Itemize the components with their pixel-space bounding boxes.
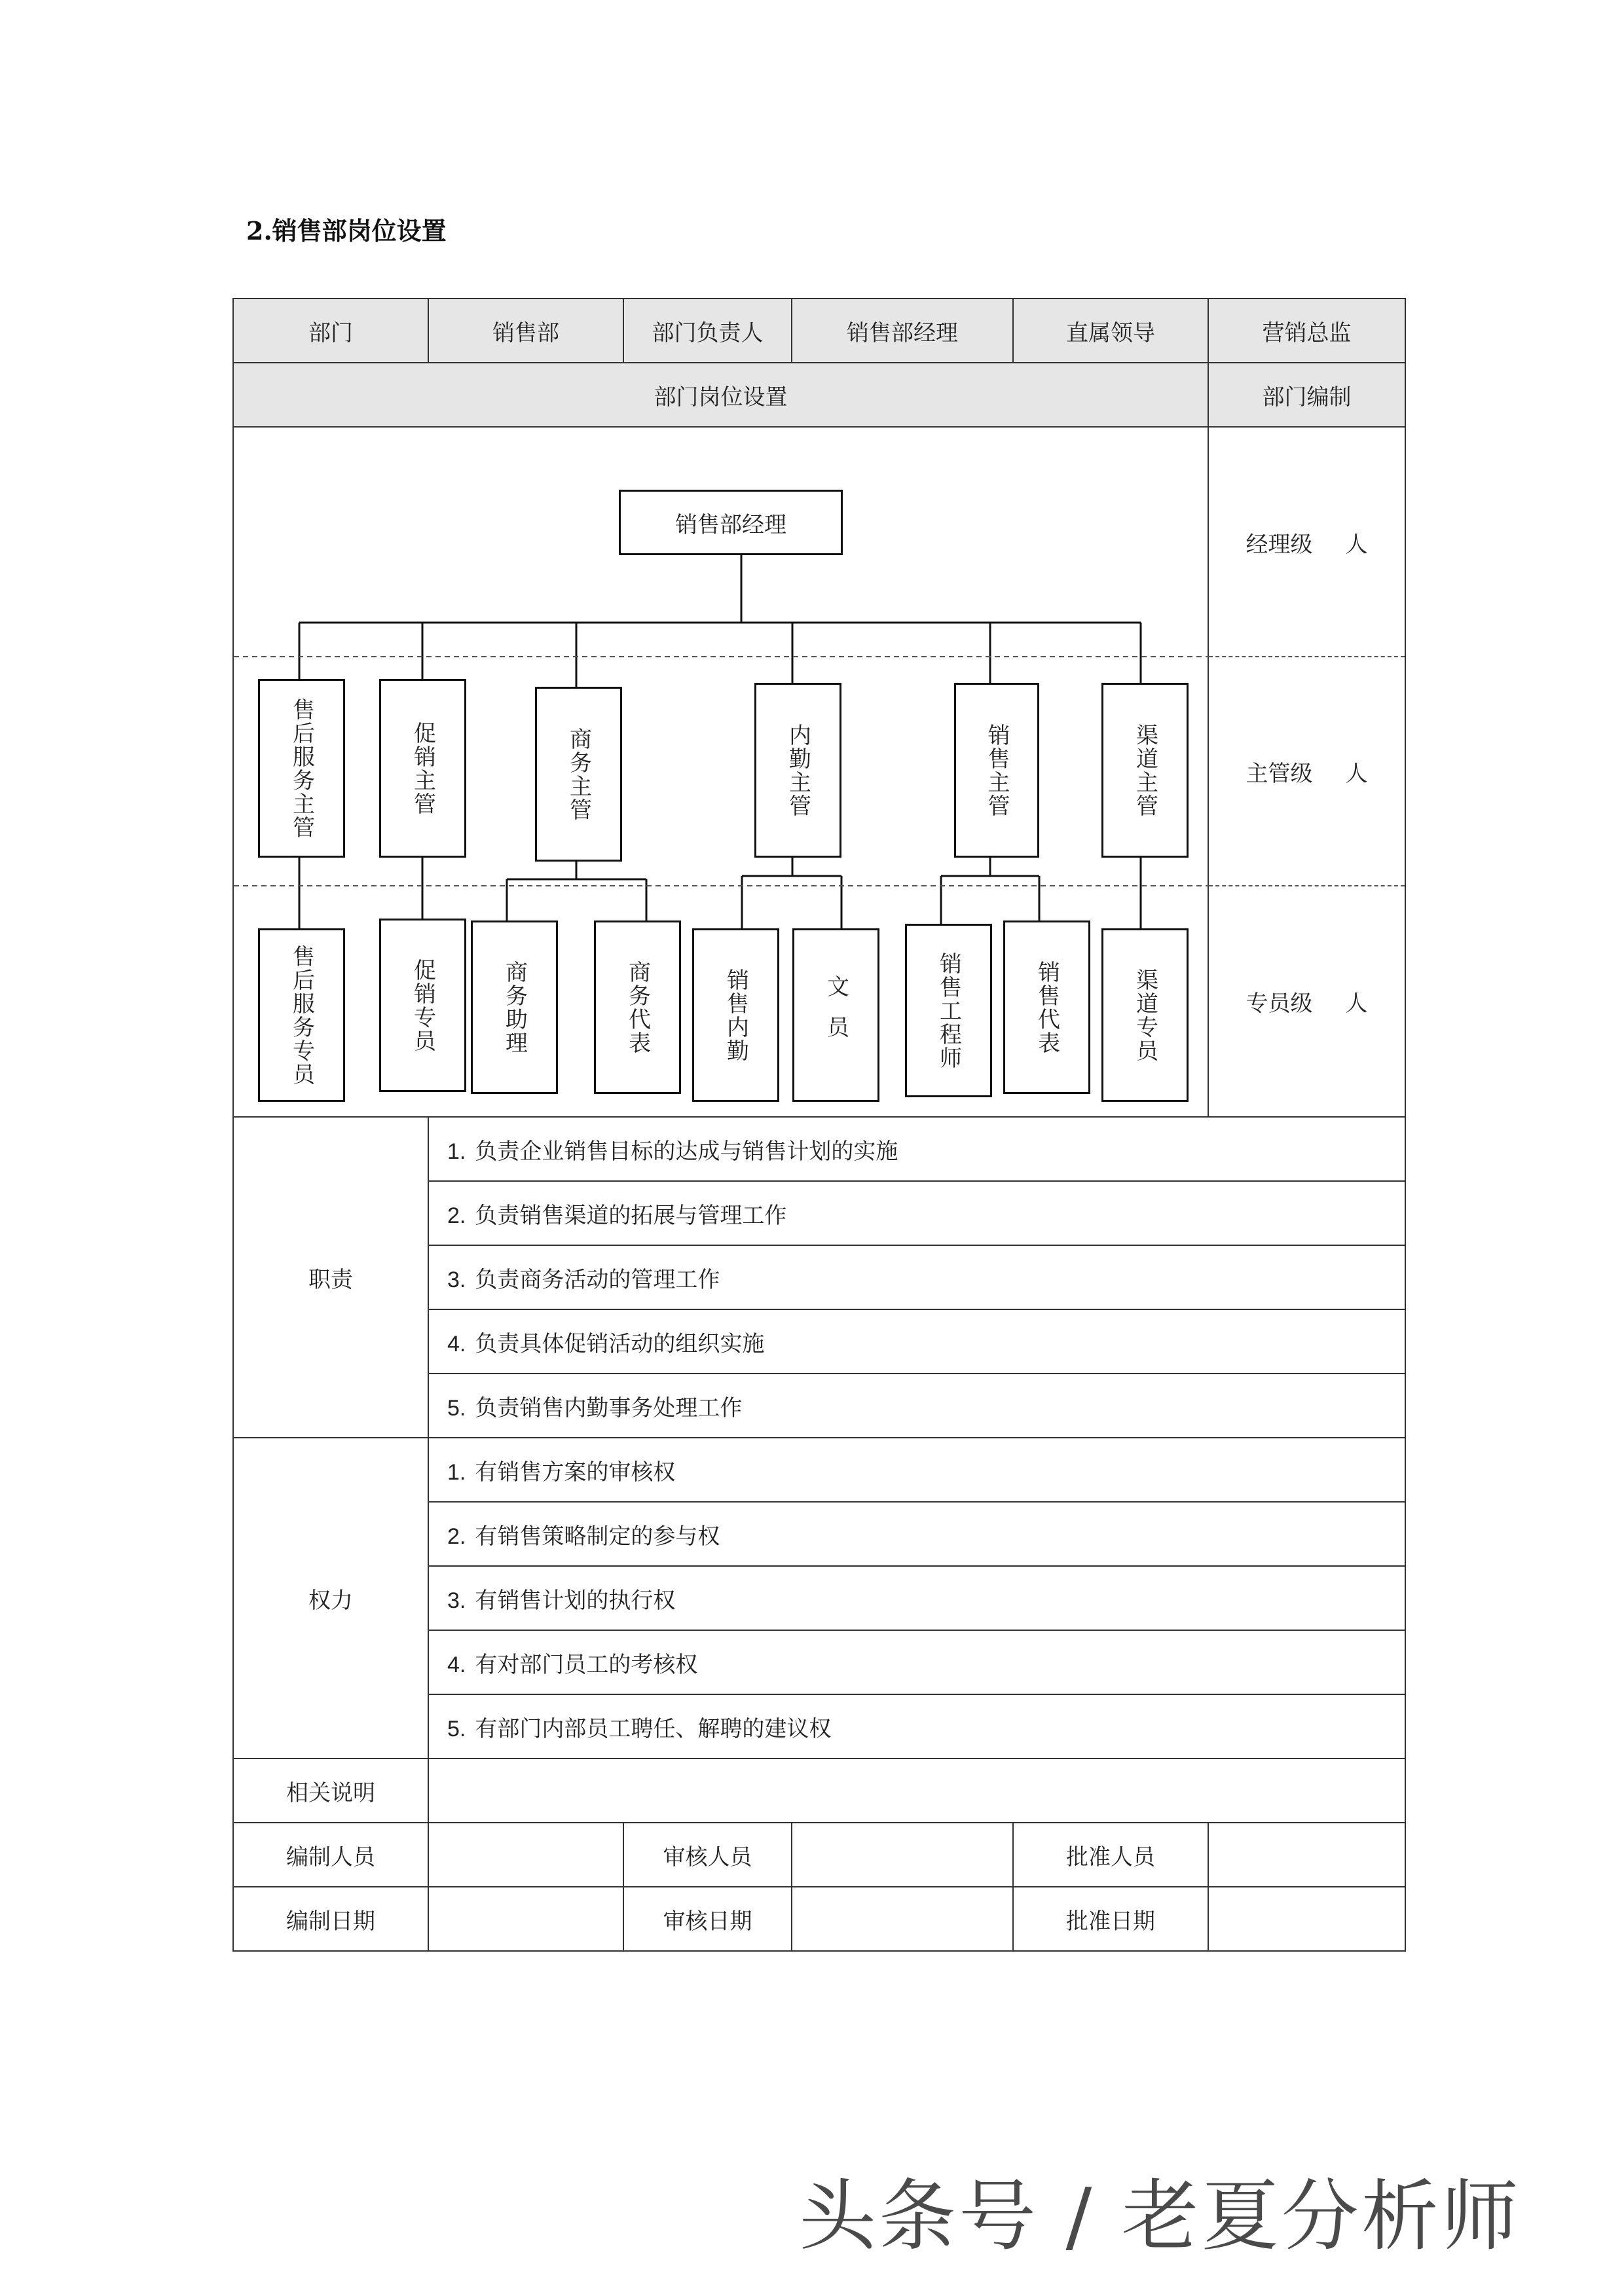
power-row bbox=[233, 1438, 1405, 1502]
reviewer-label: 审核人员 bbox=[623, 1823, 792, 1887]
org-staff-business-rep: 商务代表 bbox=[594, 920, 681, 1094]
duty-item: 4. 负责具体促销活动的组织实施 bbox=[428, 1309, 1405, 1374]
head-value: 销售部经理 bbox=[792, 299, 1013, 363]
duty-item: 5. 负责销售内勤事务处理工作 bbox=[428, 1374, 1405, 1438]
compile-date-field[interactable] bbox=[428, 1887, 623, 1951]
subheader-row bbox=[233, 363, 1405, 427]
compiler-label: 编制人员 bbox=[233, 1823, 428, 1887]
quota-supervisor: 主管级 人 bbox=[1209, 657, 1405, 886]
date-row bbox=[233, 1887, 1405, 1951]
powers-label: 权力 bbox=[233, 1438, 428, 1758]
power-item: 1. 有销售方案的审核权 bbox=[428, 1438, 1405, 1502]
position-table bbox=[232, 298, 1406, 1952]
org-staff-channel: 渠道专员 bbox=[1101, 928, 1189, 1102]
org-chart bbox=[234, 428, 1209, 1116]
power-item: 2. 有销售策略制定的参与权 bbox=[428, 1502, 1405, 1566]
header-row bbox=[233, 299, 1405, 363]
org-supervisor-business: 商务主管 bbox=[535, 687, 622, 862]
compile-date-label: 编制日期 bbox=[233, 1887, 428, 1951]
org-supervisor-sales: 销售主管 bbox=[954, 683, 1039, 858]
quota-cell bbox=[1208, 427, 1405, 1117]
org-chart-cell bbox=[233, 427, 1208, 1117]
org-staff-clerk: 文员 bbox=[792, 928, 879, 1102]
org-root-manager: 销售部经理 bbox=[619, 490, 843, 555]
reviewer-field[interactable] bbox=[792, 1823, 1013, 1887]
duty-item: 1. 负责企业销售目标的达成与销售计划的实施 bbox=[428, 1117, 1405, 1181]
leader-value: 营销总监 bbox=[1208, 299, 1405, 363]
review-date-field[interactable] bbox=[792, 1887, 1013, 1951]
duties-label: 职责 bbox=[233, 1117, 428, 1438]
approve-date-field[interactable] bbox=[1208, 1887, 1405, 1951]
notes-row bbox=[233, 1758, 1405, 1823]
duty-item: 2. 负责销售渠道的拓展与管理工作 bbox=[428, 1181, 1405, 1245]
org-supervisor-internal: 内勤主管 bbox=[754, 683, 841, 858]
dept-value: 销售部 bbox=[428, 299, 623, 363]
page-heading: 2.销售部岗位设置 bbox=[246, 216, 447, 246]
org-staff-sales-internal: 销售内勤 bbox=[692, 928, 779, 1102]
org-supervisor-channel: 渠道主管 bbox=[1101, 683, 1189, 858]
approver-field[interactable] bbox=[1208, 1823, 1405, 1887]
duty-item: 3. 负责商务活动的管理工作 bbox=[428, 1245, 1405, 1309]
org-staff-promotion: 促销专员 bbox=[379, 919, 466, 1092]
duty-row bbox=[233, 1117, 1405, 1181]
quota-manager: 经理级 人 bbox=[1209, 428, 1405, 657]
power-item: 4. 有对部门员工的考核权 bbox=[428, 1630, 1405, 1694]
org-staff-sales-engineer: 销售工程师 bbox=[905, 924, 992, 1097]
power-item: 3. 有销售计划的执行权 bbox=[428, 1566, 1405, 1630]
org-supervisor-promotion: 促销主管 bbox=[379, 679, 466, 858]
signoff-row bbox=[233, 1823, 1405, 1887]
power-item: 5. 有部门内部员工聘任、解聘的建议权 bbox=[428, 1694, 1405, 1758]
org-supervisor-aftersales: 售后服务主管 bbox=[258, 679, 345, 858]
notes-label: 相关说明 bbox=[233, 1758, 428, 1823]
notes-field[interactable] bbox=[428, 1758, 1405, 1823]
leader-label: 直属领导 bbox=[1013, 299, 1208, 363]
approver-label: 批准人员 bbox=[1013, 1823, 1208, 1887]
review-date-label: 审核日期 bbox=[623, 1887, 792, 1951]
org-staff-aftersales: 售后服务专员 bbox=[258, 928, 345, 1102]
org-staff-business-assistant: 商务助理 bbox=[471, 920, 558, 1094]
watermark-text: 头条号 / 老夏分析师 bbox=[799, 2171, 1521, 2261]
dept-label: 部门 bbox=[233, 299, 428, 363]
chart-row bbox=[233, 427, 1405, 1117]
compiler-field[interactable] bbox=[428, 1823, 623, 1887]
head-label: 部门负责人 bbox=[623, 299, 792, 363]
org-staff-sales-rep: 销售代表 bbox=[1003, 920, 1090, 1094]
quota-label: 部门编制 bbox=[1208, 363, 1405, 427]
approve-date-label: 批准日期 bbox=[1013, 1887, 1208, 1951]
positions-label: 部门岗位设置 bbox=[233, 363, 1208, 427]
quota-staff: 专员级 人 bbox=[1246, 990, 1368, 1017]
